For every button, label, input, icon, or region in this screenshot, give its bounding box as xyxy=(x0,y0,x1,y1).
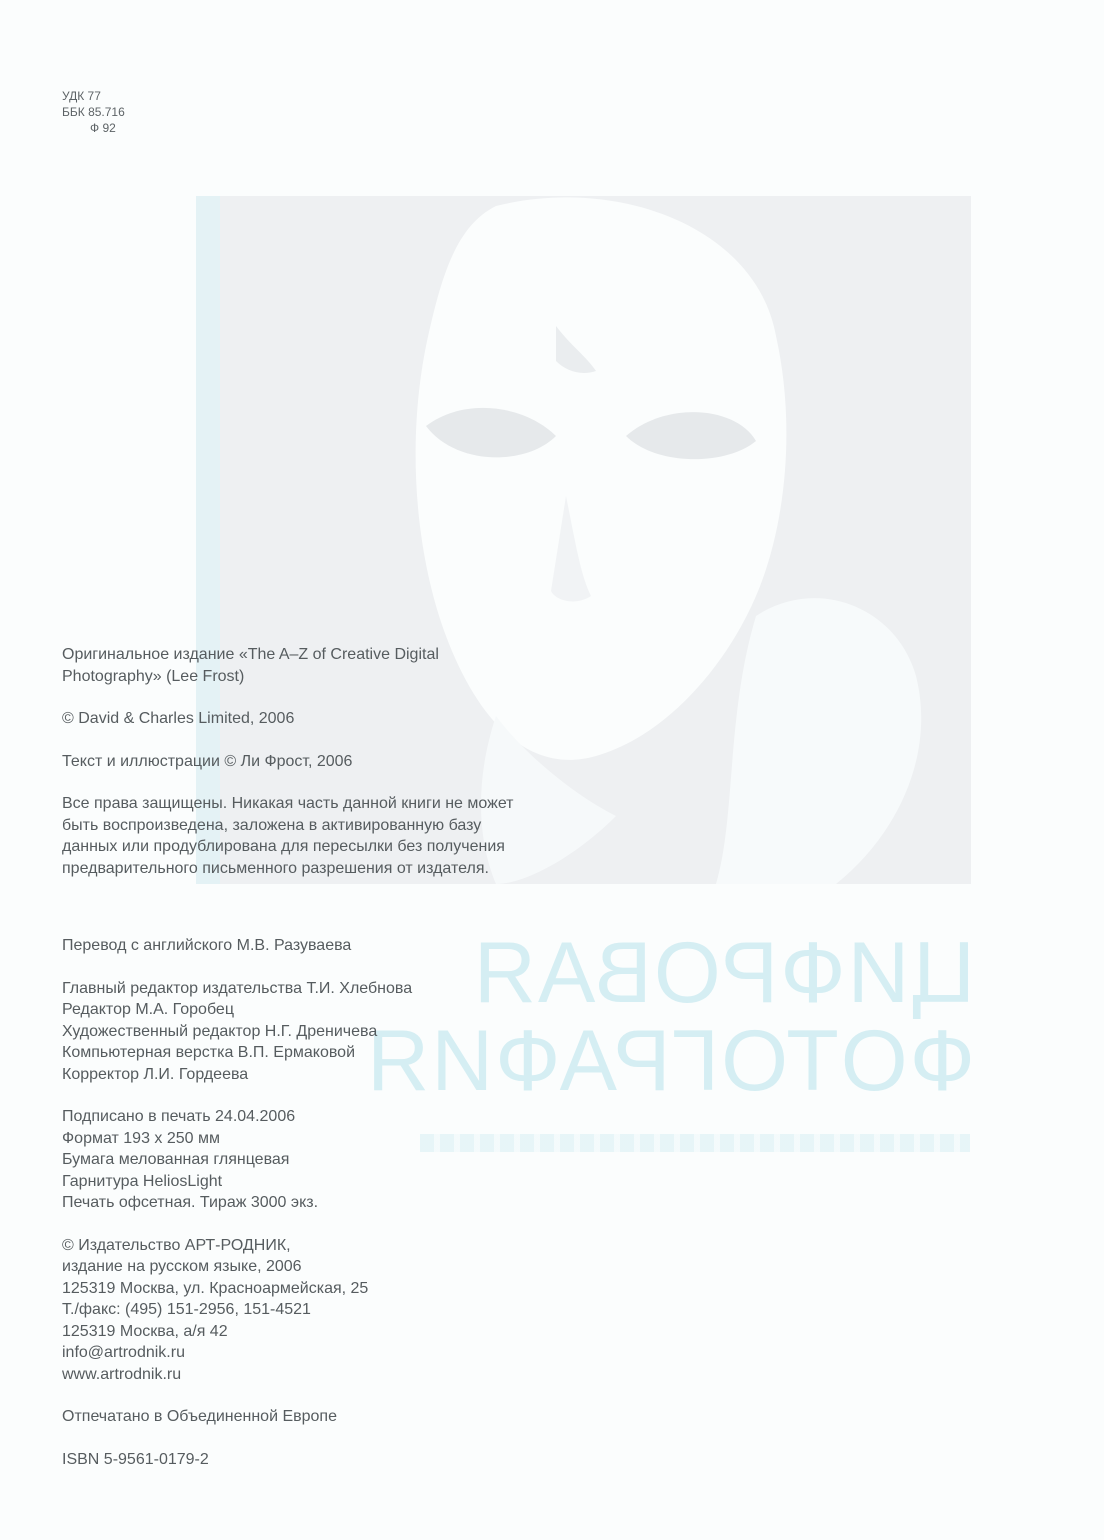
publisher-website: www.artrodnik.ru xyxy=(62,1365,182,1383)
print-detail-line: Формат 193 x 250 мм xyxy=(62,1129,221,1147)
rights-line: данных или продублирована для пересылки без получения xyxy=(62,838,505,855)
imprint-text xyxy=(62,644,602,1470)
staff-line: Главный редактор издательства Т.И. Хлебнова xyxy=(62,979,413,997)
mirrored-title-line-1: ЦИФРОВАЯ xyxy=(471,925,975,1021)
staff-line: Компьютерная верстка В.П. Ермаковой xyxy=(62,1044,356,1061)
original-edition-line-1: Оригинальное издание «The A–Z of Creative Digital xyxy=(62,646,439,663)
publisher-line: издание на русском языке, 2006 xyxy=(62,1258,302,1275)
print-detail-line: Бумага мелованная глянцевая xyxy=(62,1151,290,1168)
print-detail-line: Печать офсетная. Тираж 3000 экз. xyxy=(62,1194,319,1211)
printed-in: Отпечатано в Объединенной Европе xyxy=(62,1408,337,1425)
rights-line: предварительного письменного разрешения от издателя. xyxy=(62,859,489,877)
classification-codes xyxy=(62,88,125,136)
translator: Перевод с английского М.В. Разуваева xyxy=(62,937,352,954)
staff-line: Редактор М.А. Горобец xyxy=(62,1001,234,1018)
staff-line: Корректор Л.И. Гордеева xyxy=(62,1065,249,1083)
publisher-line: 125319 Москва, а/я 42 xyxy=(62,1322,228,1340)
udk-code: УДК 77 xyxy=(62,89,101,103)
publisher-line: Т./факс: (495) 151-2956, 151-4521 xyxy=(62,1301,311,1318)
print-detail-line: Подписано в печать 24.04.2006 xyxy=(62,1108,296,1125)
mirrored-title-line-2: ФОТОГРАФИЯ xyxy=(365,1013,975,1109)
print-detail-line: Гарнитура HeliosLight xyxy=(62,1172,223,1190)
rights-line: Все права защищены. Никакая часть данной книги не может xyxy=(62,795,514,812)
copyright-original: © David & Charles Limited, 2006 xyxy=(62,710,295,727)
isbn: ISBN 5-9561-0179-2 xyxy=(62,1450,209,1468)
publisher-line: 125319 Москва, ул. Красноармейская, 25 xyxy=(62,1279,369,1297)
rights-line: быть воспроизведена, заложена в активированную базу xyxy=(62,816,482,834)
publisher-email: info@artrodnik.ru xyxy=(62,1344,185,1361)
publisher-line: © Издательство АРТ-РОДНИК, xyxy=(62,1236,291,1254)
author-mark: Ф 92 xyxy=(90,121,116,135)
original-edition-line-2: Photography» (Lee Frost) xyxy=(62,667,245,685)
copyright-text: Текст и иллюстрации © Ли Фрост, 2006 xyxy=(62,752,353,770)
bbk-code: ББК 85.716 xyxy=(62,105,125,119)
staff-line: Художественный редактор Н.Г. Дреничева xyxy=(62,1022,378,1040)
